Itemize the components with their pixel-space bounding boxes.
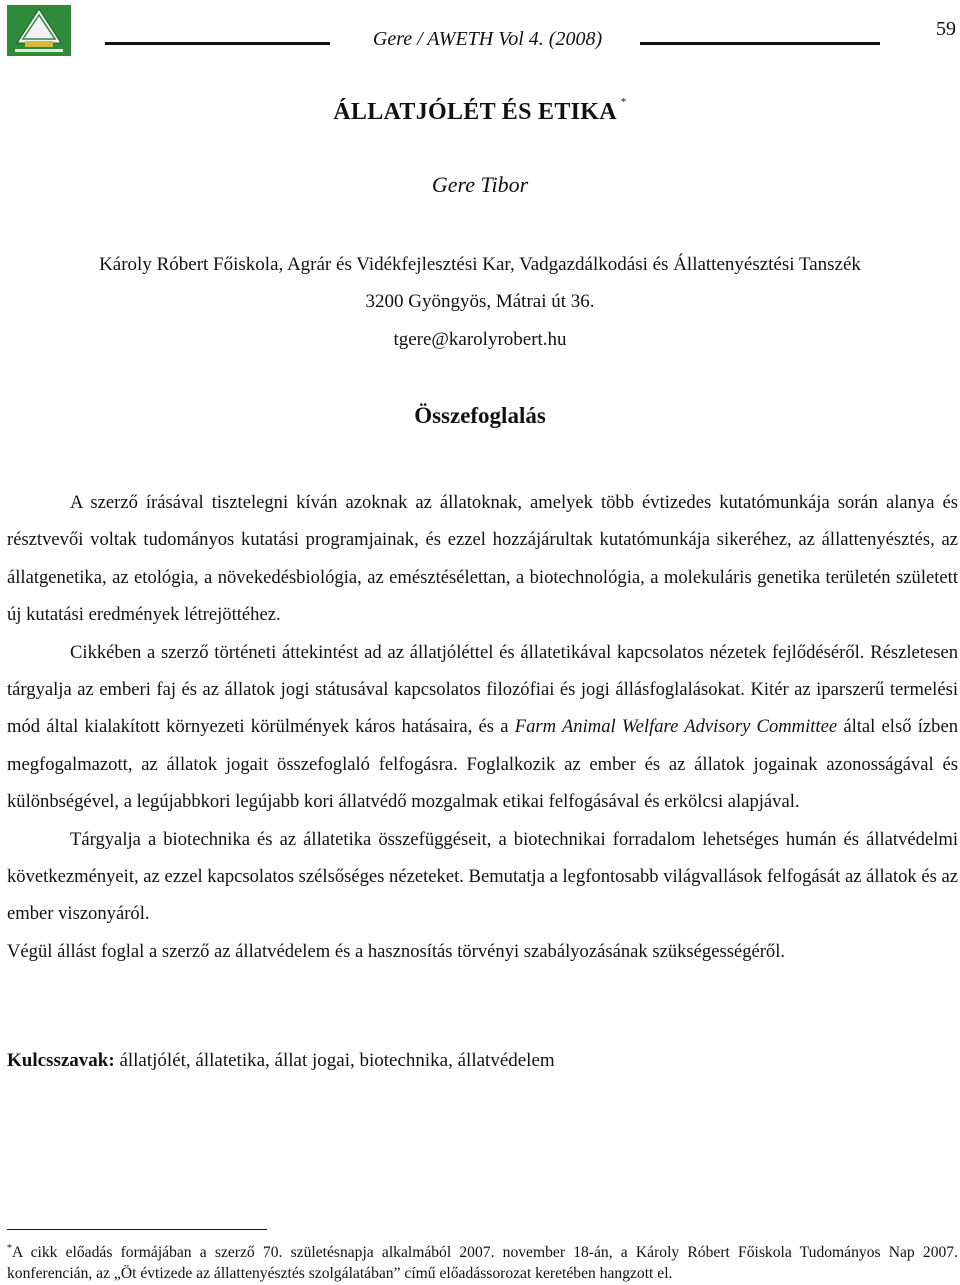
title-text: ÁLLATJÓLÉT ÉS ETIKA — [333, 99, 617, 125]
page-number: 59 — [936, 18, 956, 40]
author-name: Gere Tibor — [431, 172, 529, 197]
address: 3200 Gyöngyös, Mátrai út 36. — [365, 291, 595, 312]
abstract-heading: Összefoglalás — [414, 403, 546, 428]
committee-name: Farm Animal Welfare Advisory Committee — [514, 716, 838, 738]
footnote — [7, 1238, 958, 1284]
running-title: Gere / AWETH Vol 4. (2008) — [372, 28, 603, 50]
footnote-text: A cikk előadás formájában a szerző 70. születésnapja alkalmából 2007. november 18-án, a Károly Róbert Főiskola Tudományos Nap 2007. konferencián, az „Öt évtizede az állattenyésztés szolgálatában” című előadássorozat keretében hangzott el. — [7, 1244, 958, 1282]
abstract-paragraph-1: A szerző írásával tisztelegni kíván azoknak az állatoknak, amelyek több évtizedes kutatómunkája során alanya és résztvevői voltak tudományos kutatási programjainak, és ezzel hozzájárultak kutatómunkája sikeréhez, az állattenyésztés, az állatgenetika, az etológia, a növekedésbiológia, az emésztésélettan, a biotechnológia, a molekuláris genetika területén született új kutatási eredmények létrejöttéhez. — [7, 492, 958, 626]
affiliation: Károly Róbert Főiskola, Agrár és Vidékfejlesztési Kar, Vadgazdálkodási és Állattenyésztési Tanszék — [99, 254, 861, 275]
header-rule-left — [105, 42, 330, 45]
abstract-paragraph-2 — [7, 634, 958, 821]
abstract-paragraph-2-part-b: által első ízben megfogalmazott, az állatok jogait összefoglaló felfogásra. Foglalkozik az ember és az állatok jogainak azonosságával és különbségével, a legújabbkori legújabb kori állatvédő mozgalmak etikai felfogásával és erkölcsi alapjával. — [7, 716, 958, 813]
abstract-paragraph-4: Végül állást foglal a szerző az állatvédelem és a hasznosítás törvényi szabályozásának szükségességéről. — [7, 940, 786, 962]
running-header — [100, 26, 880, 56]
institution-logo-icon — [7, 5, 71, 56]
abstract-paragraph-2-part-a: Cikkében a szerző történeti áttekintést ad az állatjóléttel és állatetikával kapcsolatos nézetek fejlődéséről. Részletesen tárgyalja az emberi faj és az állatok jogi státusával kapcsolatos filozófiai és jogi állásfoglalásokat. Kitér az iparszerű termelési mód által kialakított környezeti körülmények káros hatásaira, és a — [7, 641, 958, 738]
abstract-paragraph-3: Tárgyalja a biotechnika és az állatetika összefüggéseit, a biotechnikai forradalom lehetséges humán és állatvédelmi következményeit, az ezzel kapcsolatos szélsőséges nézeteket. Bemutatja a legfontosabb világvallások felfogását az állatok és az ember viszonyáról. — [7, 828, 958, 925]
title-footnote-mark: * — [620, 96, 627, 108]
header-rule-right — [640, 42, 880, 45]
email: tgere@karolyrobert.hu — [393, 329, 567, 350]
article-title — [0, 96, 960, 126]
footnote-mark: * — [7, 1243, 12, 1254]
keywords-text: állatjólét, állatetika, állat jogai, biotechnika, állatvédelem — [114, 1050, 555, 1071]
keywords-label: Kulcsszavak: — [7, 1050, 115, 1071]
abstract-body — [7, 484, 958, 970]
footnote-rule — [7, 1229, 267, 1230]
keywords — [7, 1050, 958, 1072]
